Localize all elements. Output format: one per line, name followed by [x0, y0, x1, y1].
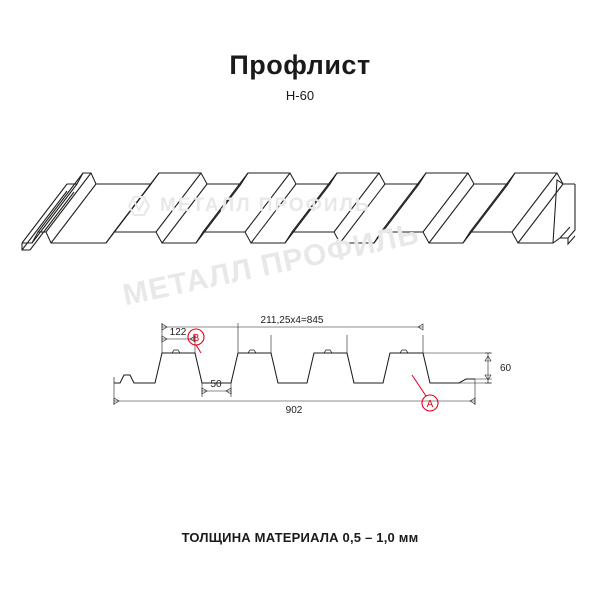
dimension-valley	[202, 379, 231, 394]
isometric-profile-view	[10, 120, 590, 275]
product-code: Н-60	[285, 88, 315, 103]
dimension-flange-top-label: 122	[169, 327, 187, 338]
dimension-total-width	[114, 398, 475, 416]
cross-section-dimension-view	[100, 305, 520, 435]
material-thickness-note: ТОЛЩИНА МАТЕРИАЛА 0,5 – 1,0 мм	[181, 530, 419, 545]
callout-marker-b	[188, 329, 204, 353]
dimension-total-width-label: 902	[285, 405, 303, 416]
callout-marker-b-label: B	[192, 333, 200, 344]
cross-section-svg	[100, 305, 520, 435]
callout-marker-a	[412, 375, 438, 411]
dimension-height-label: 60	[500, 363, 512, 374]
profile-section-outline	[114, 350, 475, 383]
watermark-text-top: МЕТАЛЛ ПРОФИЛЬ	[160, 195, 371, 216]
dimension-flange-top	[162, 327, 195, 342]
page-title: Профлист	[229, 50, 371, 80]
watermark-text-bottom: МЕТАЛЛ ПРОФИЛЬ	[120, 217, 423, 313]
dimension-rib-pitch	[162, 315, 423, 330]
hexagon-logo-icon	[128, 196, 150, 216]
callout-marker-a-label: A	[426, 399, 434, 410]
iso-sheet-outline	[22, 173, 575, 250]
dimension-rib-pitch-label: 211,25х4=845	[260, 315, 324, 326]
isometric-profile-svg	[10, 120, 590, 280]
dimension-valley-label: 50	[210, 379, 222, 390]
